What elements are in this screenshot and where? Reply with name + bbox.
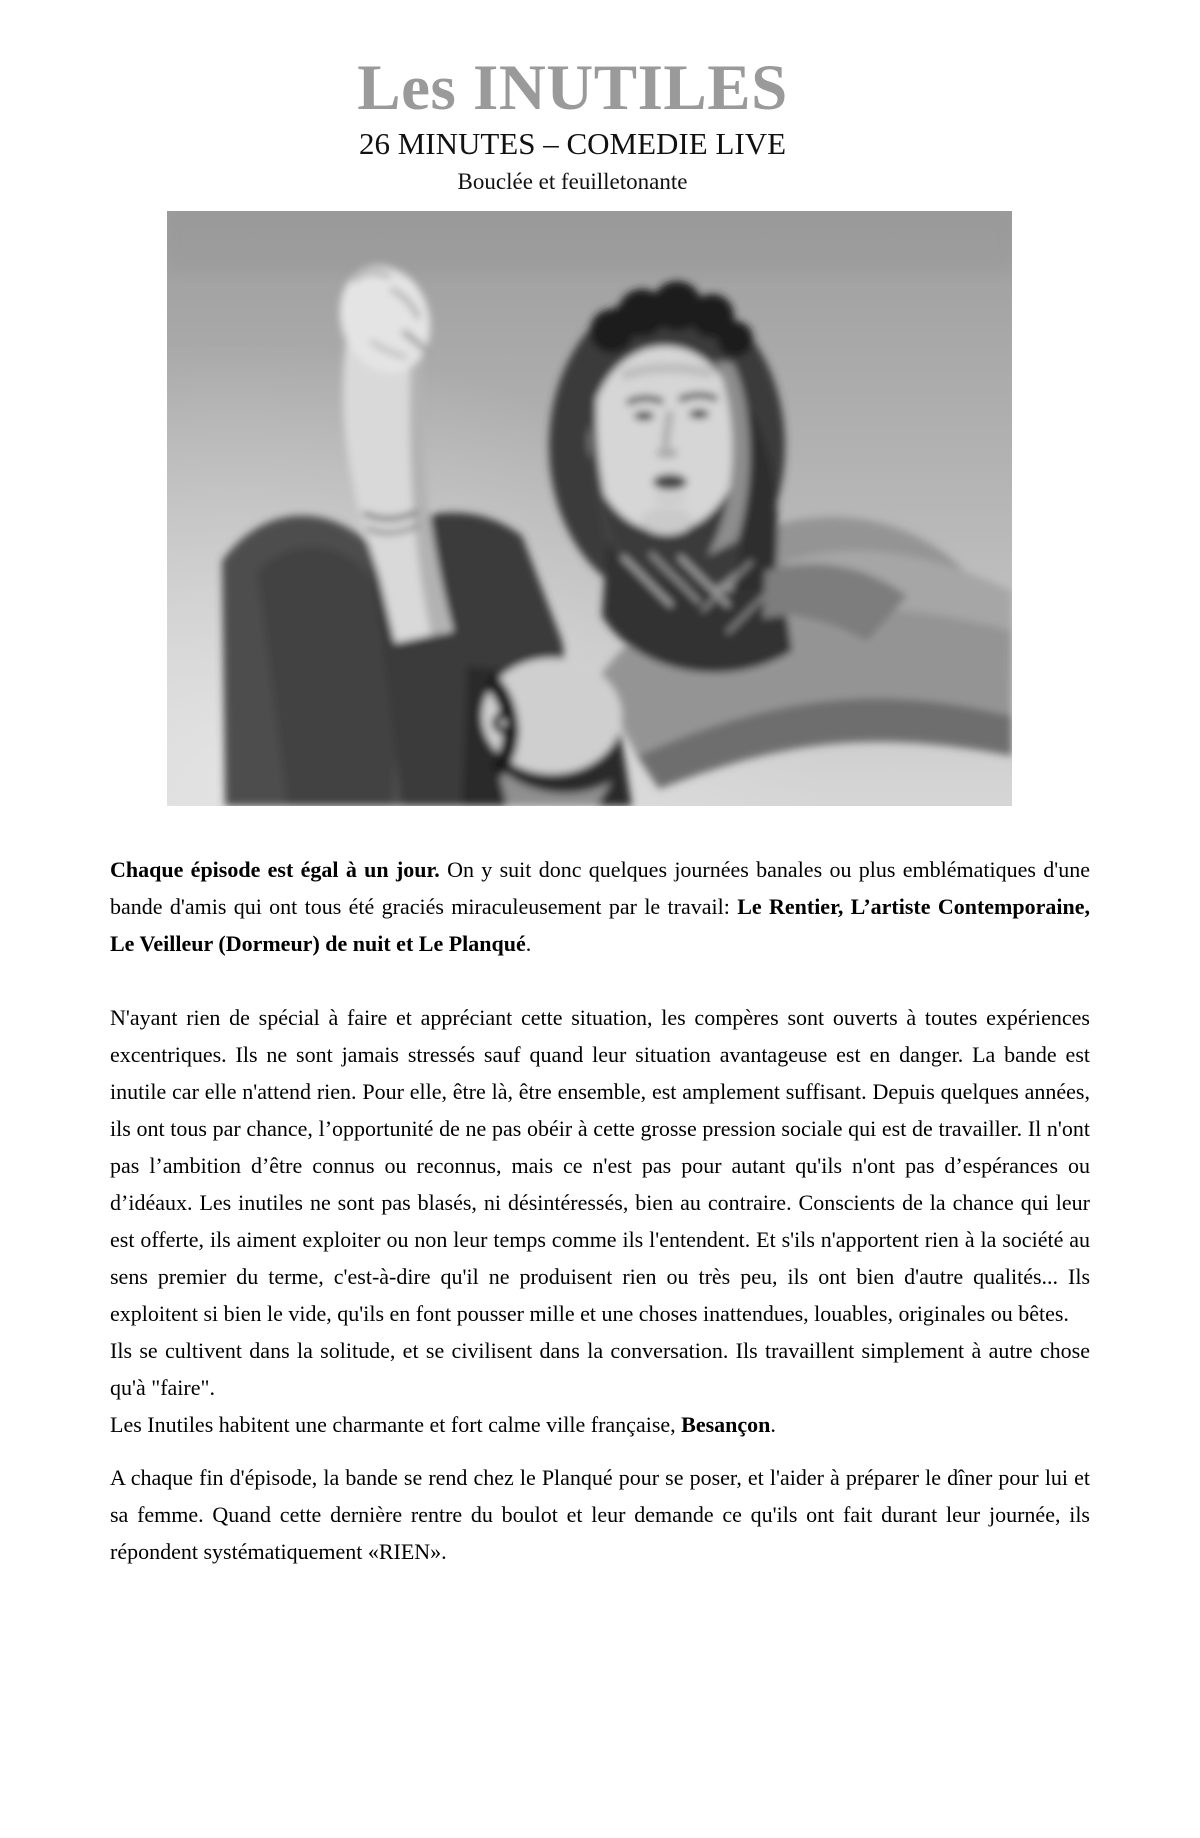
bw-photo-man-raising-fist [167,211,1012,806]
chin [641,507,693,535]
p1-end: . [525,931,532,956]
paragraph-episode [110,851,1090,962]
bold-lead: Chaque épisode est égal à un jour. [110,857,440,882]
photo-top-vignette [167,211,1012,271]
document-body [110,851,1090,1570]
document-header [0,0,1145,196]
page-tagline: Bouclée et feuilletonante [457,169,688,194]
paragraph-city [110,1406,1090,1443]
bold-city: Besançon [681,1412,771,1437]
paragraph-ending: A chaque fin d'épisode, la bande se rend chez le Planqué pour se poser, et l'aider à préparer le dîner pour lui et sa femme. Quand cette dernière rentre du boulot et leur demande ce qu'ils ont fait durant leur journée, ils répondent systématiquement «RIEN». [110,1465,1090,1564]
nose-tip [656,448,678,458]
paragraph-culture: Ils se cultivent dans la solitude, et se civilisent dans la conversation. Ils travaillent simplement à autre chose qu'à "faire". [110,1338,1090,1400]
bw-photo-illustration [167,211,1012,806]
p4-end: . [770,1412,776,1437]
p4-text: Les Inutiles habitent une charmante et fort calme ville française, [110,1412,682,1437]
nose-shadow [665,411,670,447]
paragraph-description: N'ayant rien de spécial à faire et appréciant cette situation, les compères sont ouverts à toutes expériences excentriques. Ils ne sont jamais stressés sauf quand leur situation avantageuse est en danger. La bande est inutile car elle n'attend rien. Pour elle, être là, être ensemble, est amplement suffisant. Depuis quelques années, ils ont tous par chance, l’opportunité de ne pas obéir à cette grosse pression sociale qui est de travailler. Il n'ont pas l’ambition d’être connus ou reconnus, mais ce n'est pas pour autant qu'ils n'ont pas d’espérances ou d’idéaux. Les inutiles ne sont pas blasés, ni désintéressés, bien au contraire. Conscients de la chance qui leur est offerte, ils aiment exploiter ou non leur temps comme ils l'entendent. Et s'ils n'apportent rien à la société au sens premier du terme, c'est-à-dire qu'il ne produisent rien ou très peu, ils ont bien d'autre qualités... Ils exploitent si bien le vide, qu'ils en font pousser mille et une choses inattendues, louables, originales ou bêtes. [110,1005,1090,1326]
page-title: Les INUTILES [357,52,788,124]
mouth [653,474,687,490]
p1-text: On y suit donc quelques journées banales ou plus emblématiques d'une bande d'amis qui ont tous été graciés miraculeusement par le travail: [110,857,1090,919]
bold-character-names: Le Rentier, L’artiste Contemporaine, Le Veilleur (Dormeur) de nuit et Le Planqué [110,894,1090,956]
eye-left [634,412,654,421]
eye-right [689,410,709,419]
page-subtitle: 26 MINUTES – COMEDIE LIVE [358,126,787,161]
